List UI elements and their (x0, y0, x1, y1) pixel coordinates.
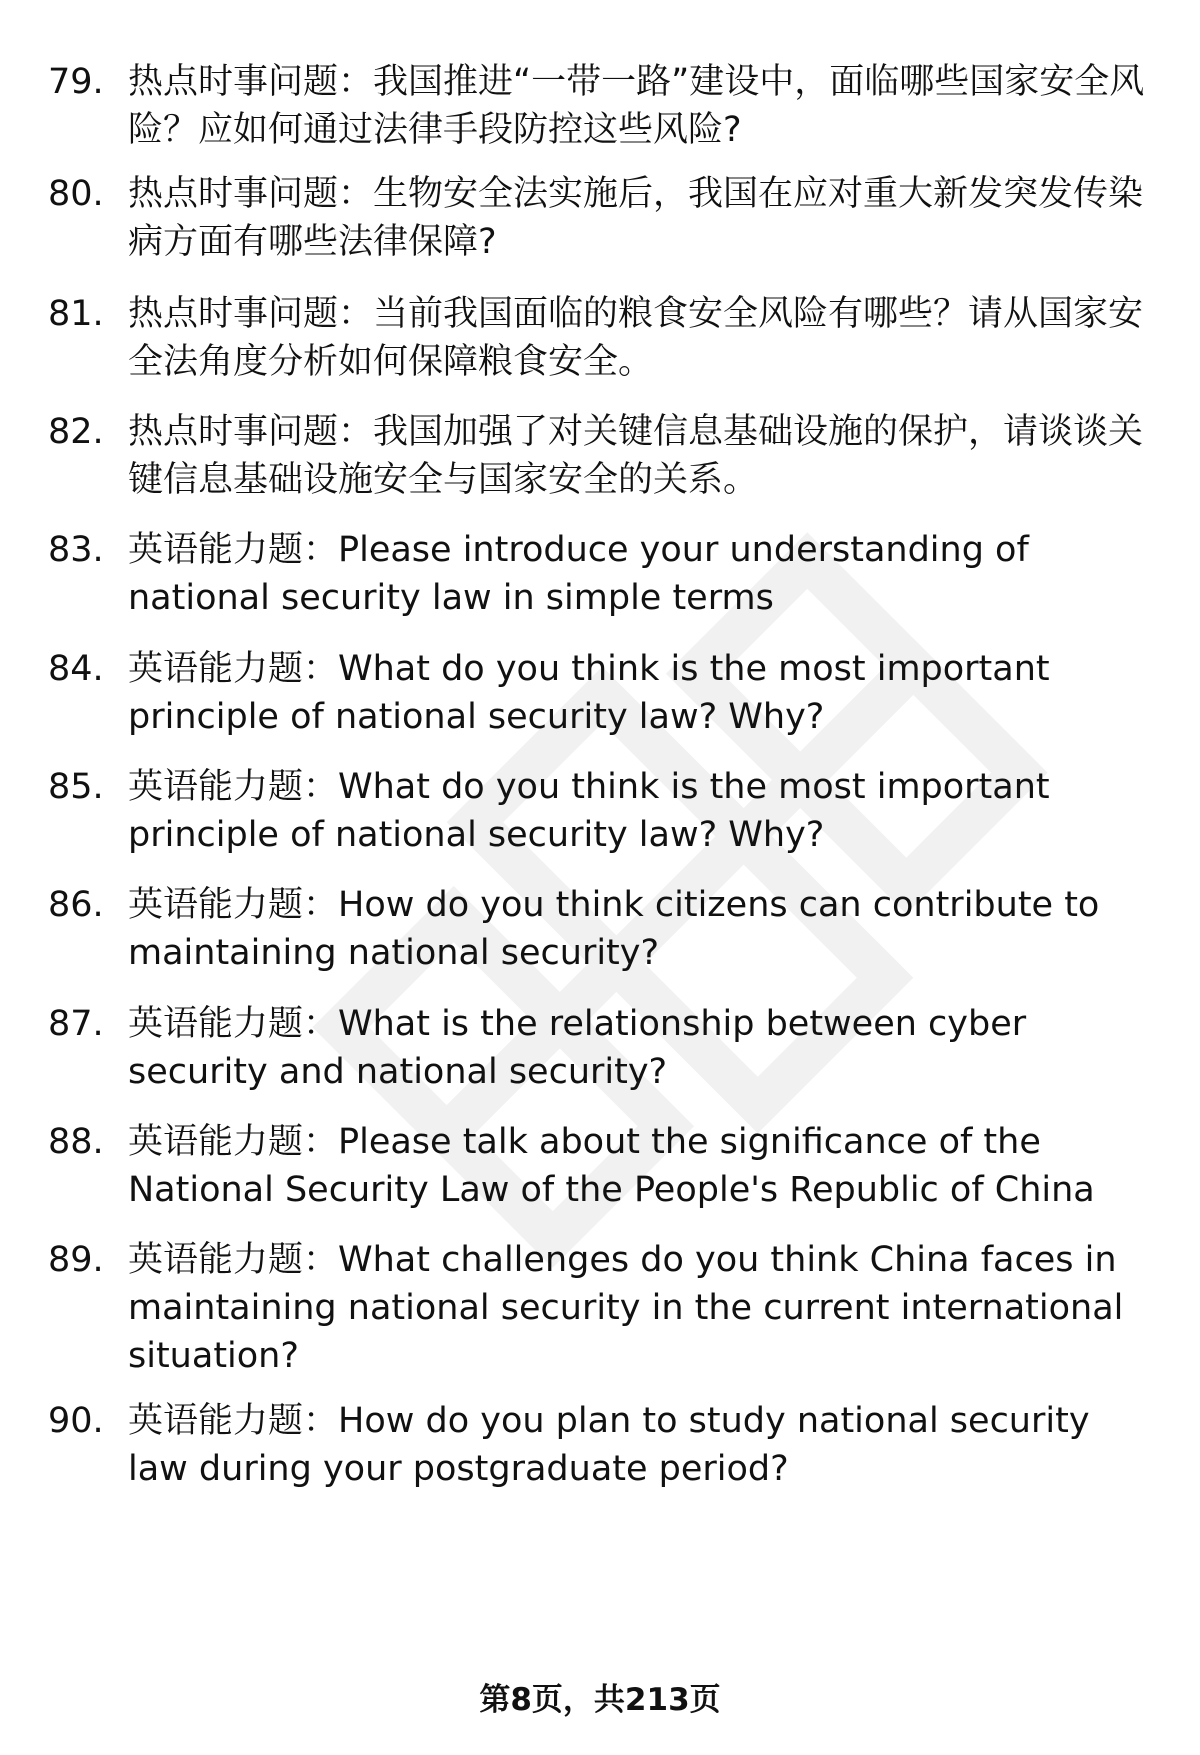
question-text: 英语能力题：What do you think is the most important principle of national security law? Why? (128, 767, 1050, 855)
question-number: 89. (48, 1240, 104, 1280)
question-number: 79. (48, 62, 104, 102)
question-number: 83. (48, 530, 104, 570)
question-number: 81. (48, 294, 104, 334)
question-text: 英语能力题：What do you think is the most important principle of national security law? Why? (128, 649, 1050, 737)
question-number: 90. (48, 1401, 104, 1441)
page-footer: 第8页，共213页 (479, 1682, 721, 1718)
question-text: 英语能力题：How do you plan to study national security law during your postgraduate period? (128, 1401, 1090, 1489)
question-number: 84. (48, 649, 104, 689)
question-number: 86. (48, 885, 104, 925)
question-number: 80. (48, 174, 104, 214)
question-text: 热点时事问题：我国加强了对关键信息基础设施的保护，请谈谈关键信息基础设施安全与国家安全的关系。 (128, 412, 1144, 500)
question-text: 英语能力题：What is the relationship between cyber security and national security? (128, 1004, 1027, 1092)
question-text: 英语能力题：How do you think citizens can contribute to maintaining national security? (128, 885, 1100, 973)
question-text: 热点时事问题：当前我国面临的粮食安全风险有哪些？请从国家安全法角度分析如何保障粮食安全。 (128, 294, 1144, 382)
question-number: 87. (48, 1004, 104, 1044)
question-text: 英语能力题：Please talk about the significance of the National Security Law of the People's Republic of China (128, 1122, 1095, 1210)
question-text: 英语能力题：What challenges do you think China faces in maintaining national security in the current international situation? (128, 1240, 1124, 1376)
question-text: 英语能力题：Please introduce your understanding of national security law in simple terms (128, 530, 1029, 618)
question-number: 88. (48, 1122, 104, 1162)
question-text: 热点时事问题：生物安全法实施后，我国在应对重大新发突发传染病方面有哪些法律保障? (128, 174, 1144, 262)
question-text: 热点时事问题：我国推进“一带一路”建设中，面临哪些国家安全风险？应如何通过法律手段防控这些风险? (128, 62, 1145, 150)
question-number: 82. (48, 412, 104, 452)
question-number: 85. (48, 767, 104, 807)
